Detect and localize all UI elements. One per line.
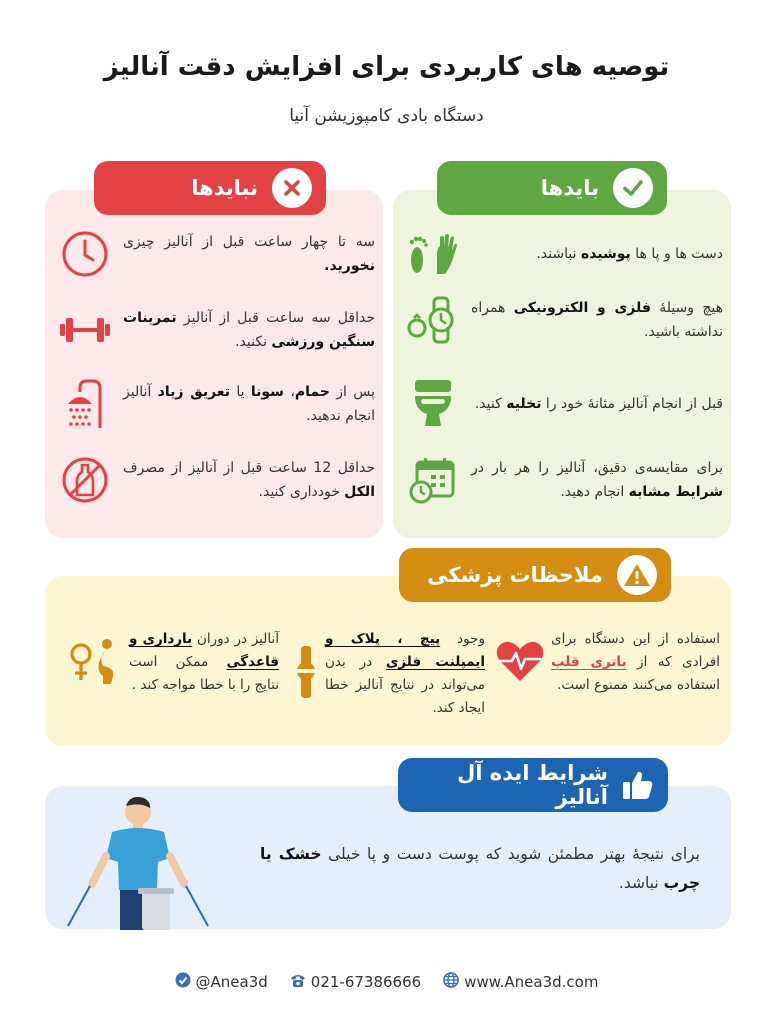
donts-item-4 [57, 452, 375, 508]
medical-item-text: آنالیز در دوران بارداری و قاعدگی ممکن است نتایج را با خطا مواجه کند . [129, 631, 279, 693]
calendar-clock-icon [405, 452, 461, 508]
footer-contacts [0, 972, 773, 992]
no-alcohol-icon [57, 452, 113, 508]
phone-number: 021-67386666 [310, 973, 422, 991]
dos-item-1 [405, 226, 723, 282]
heart-pulse-icon [495, 639, 545, 687]
verified-icon [175, 972, 191, 992]
clock-icon [57, 226, 113, 282]
watch-ring-icon [405, 292, 461, 348]
phone-icon [290, 972, 306, 992]
shower-icon [57, 376, 113, 432]
ideal-text: برای نتیجهٔ بهتر مطمئن شوید که پوست دست و پا خیلی خشک یا چرب نباشد. [260, 845, 700, 892]
dos-item-text: دست ها و پا ها پوشیده نباشند. [536, 246, 723, 262]
warning-icon [617, 555, 657, 595]
telegram-handle: @Anea3d [195, 973, 268, 991]
globe-icon [443, 972, 459, 992]
page-title: توصیه های کاربردی برای افزایش دقت آنالیز [103, 52, 670, 82]
dos-item-text: هیچ وسیلهٔ فلزی و الکترونیکی همراه نداشته باشید. [471, 300, 723, 340]
check-icon [613, 168, 653, 208]
medical-item-1 [495, 628, 720, 697]
page-subtitle: دستگاه بادی کامپوزیشن آنیا [289, 106, 484, 126]
footer-phone[interactable] [290, 972, 421, 992]
person-on-analyzer-illustration [58, 790, 218, 930]
dos-item-3 [405, 376, 723, 432]
medical-item-2 [285, 628, 485, 720]
medical-item-text: وجود پیچ ، پلاک و ایمپلنت فلزی در بدن می‌تواند در نتایج آنالیز خطا ایجاد کند. [325, 631, 485, 716]
medical-item-text: استفاده از این دستگاه برای افرادی که از باتری قلب استفاده می‌کنند ممنوع است. [551, 631, 720, 693]
knee-joint-icon [289, 644, 319, 704]
ideal-banner [398, 758, 668, 812]
donts-item-3 [57, 376, 375, 432]
website-url: www.Anea3d.com [464, 973, 599, 991]
donts-item-1 [57, 226, 375, 282]
footer-website[interactable] [443, 972, 598, 992]
donts-item-2 [57, 302, 375, 358]
dos-banner [437, 161, 667, 215]
dos-item-text: قبل از انجام آنالیز مثانهٔ خود را تخلیه کنید. [474, 396, 723, 412]
hand-foot-icon [405, 226, 461, 282]
donts-title: نبایدها [191, 176, 258, 200]
cross-icon [272, 168, 312, 208]
donts-banner [94, 161, 326, 215]
donts-item-text: سه تا چهار ساعت قبل از آنالیز چیزی نخورید. [123, 234, 375, 274]
toilet-icon [405, 376, 461, 432]
donts-item-text: حداقل 12 ساعت قبل از آنالیز از مصرف الکل خودداری کنید. [123, 460, 375, 500]
medical-title: ملاحظات پزشکی [427, 563, 603, 587]
medical-banner [399, 548, 671, 602]
medical-item-3 [64, 628, 279, 697]
pregnancy-female-icon [67, 636, 123, 690]
dos-title: بایدها [540, 176, 599, 200]
ideal-title: شرایط ایده آل آنالیز [457, 761, 608, 809]
donts-item-text: پس از حمام، سونا یا تعریق زیاد آنالیز انجام ندهید. [123, 384, 376, 424]
dos-item-text: برای مقایسه‌ی دقیق، آنالیز را هر بار در شرایط مشابه انجام دهید. [471, 460, 723, 500]
thumbs-up-icon [622, 765, 654, 805]
dumbbell-icon [57, 302, 113, 358]
donts-item-text: حداقل سه ساعت قبل از آنالیز تمرینات سنگین ورزشی نکنید. [123, 310, 375, 350]
footer-telegram[interactable] [175, 972, 268, 992]
dos-item-2 [405, 292, 723, 348]
dos-item-4 [405, 452, 723, 508]
